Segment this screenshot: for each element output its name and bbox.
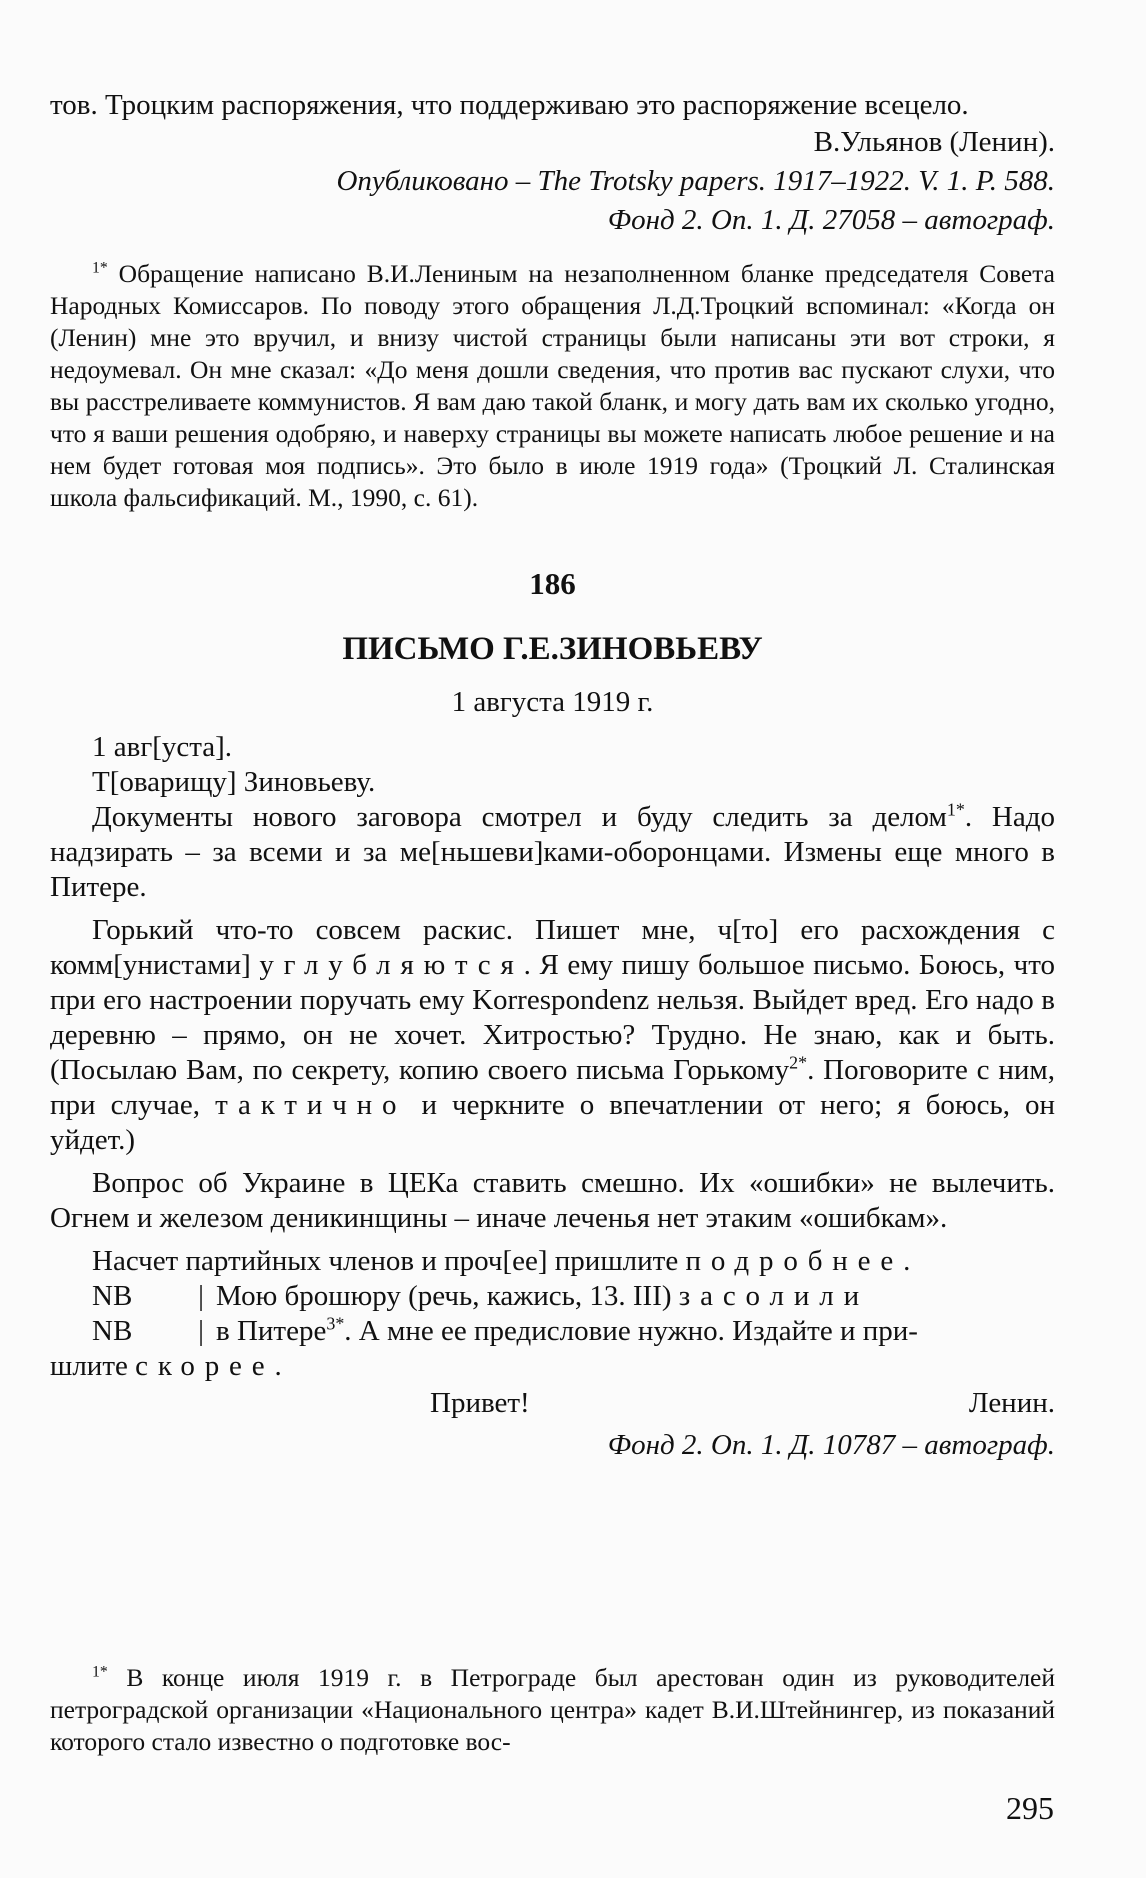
nb2-text-b: . А мне ее предисловие нужно. Издайте и при-: [344, 1315, 918, 1347]
footnote-bottom-text: [50, 1662, 1055, 1758]
nb1-text-a: Мою брошюру (речь, кажись, 13. III): [216, 1280, 672, 1312]
greeting: Привет!: [430, 1387, 530, 1419]
document-number: 186: [529, 566, 576, 601]
p2-spaced-a: углубляются: [259, 949, 524, 981]
fond-note-bottom: Фонд 2. Оп. 1. Д. 10787 – автограф.: [607, 1429, 1055, 1461]
nb-label-1: NB: [92, 1280, 133, 1312]
published-note: Опубликовано – The Trotsky papers. 1917–1922. V. 1. P. 588.: [336, 165, 1055, 197]
p2-text-c: . Поговорите с ним, при случае,: [50, 1054, 1055, 1121]
letter-paragraph-5: [50, 1349, 1055, 1384]
letter-date-line: 1 авг[уста].: [92, 731, 233, 763]
document-heading: [50, 564, 1055, 720]
nb-row-1: [50, 1279, 1055, 1314]
nb-row-2: [50, 1314, 1055, 1349]
p5-text-b: .: [274, 1350, 282, 1382]
p1-text-b: . Надо надзирать – за всеми и за ме[ньшеви]ками-оборонцами. Измены еще много в Питере.: [50, 801, 1055, 903]
letter-paragraph-4: [50, 1244, 1055, 1279]
letter-body: [50, 730, 1055, 1463]
letter-paragraph-2: [50, 913, 1055, 1158]
document-title: ПИСЬМО Г.Е.ЗИНОВЬЕВУ: [342, 631, 763, 667]
signature-top: В.Ульянов (Ленин).: [813, 126, 1055, 158]
p4-spaced: подробнее: [685, 1245, 904, 1277]
nb-bar-1: |: [198, 1280, 204, 1312]
letter-paragraph-1: [50, 800, 1055, 905]
footnote-marker: 1*: [92, 259, 108, 277]
letter-addressee: Т[оварищу] Зиновьеву.: [92, 766, 376, 798]
footnote-ref-3: 3*: [326, 1313, 345, 1334]
nb-bar-2: |: [198, 1315, 204, 1347]
footnote-ref-1: 1*: [946, 799, 965, 820]
signature-lenin: Ленин.: [968, 1387, 1055, 1419]
p5-text-a: шлите: [50, 1350, 128, 1382]
footnote-ref-2: 2*: [789, 1052, 808, 1073]
p2-spaced-b: тактично: [215, 1089, 407, 1121]
p4-text-a: Насчет партийных членов и проч[ее] пришлите: [92, 1245, 679, 1277]
top-block: [50, 88, 1055, 238]
footnote-bottom-marker: 1*: [92, 1663, 108, 1681]
page-number: 295: [1006, 1790, 1054, 1826]
nb-text-1: [216, 1279, 1055, 1314]
footnote-top-text: [50, 258, 1055, 514]
p1-text-a: Документы нового заговора смотрел и буду следить за делом: [92, 801, 947, 833]
greeting-row: [50, 1386, 1055, 1422]
p5-spaced: скорее: [135, 1350, 275, 1382]
footnote-bottom: [50, 1662, 1055, 1758]
p2-text-b: . Я ему пишу большое письмо. Боюсь, что при его настроении поручать ему Korrespondenz нельзя. Выйдет вред. Его надо в деревню – прямо, он не хочет. Хитростью? Трудно. Не знаю, как и быть. (Посылаю Вам, по секрету, копию своего письма Горькому: [50, 949, 1056, 1086]
letter-paragraph-3: Вопрос об Украине в ЦЕКа ставить смешно. Их «ошибки» не вылечить. Огнем и железом деникинщины – иначе леченья нет этаким «ошибкам».: [50, 1167, 1055, 1234]
document-date: 1 августа 1919 г.: [451, 686, 654, 718]
nb1-spaced: засолили: [678, 1280, 869, 1312]
footnote-top: [50, 258, 1055, 514]
nb-label-2: NB: [92, 1315, 133, 1347]
nb2-text-a: в Питере: [216, 1315, 327, 1347]
nb-text-2: [216, 1314, 1055, 1349]
p2-text-a: Горький что-то совсем раскис. Пишет мне, ч[то] его расхождения с комм[унистами]: [50, 914, 1055, 981]
p2-text-d: и черкните о впечатлении от него; я боюсь, он уйдет.): [50, 1089, 1056, 1156]
fond-note-top: Фонд 2. Оп. 1. Д. 27058 – автограф.: [607, 204, 1055, 236]
footnote-top-body: Обращение написано В.И.Лениным на незаполненном бланке председателя Совета Народных Комиссаров. По поводу этого обращения Л.Д.Троцкий вспоминал: «Когда он (Ленин) мне это вручил, и внизу чистой страницы были написаны эти вот строки, я недоумевал. Он мне сказал: «До меня дошли сведения, что против вас пускают слухи, что вы расстреливаете коммунистов. Я вам даю такой бланк, и могу дать вам их сколько угодно, что я ваши решения одобряю, и наверху страницы вы можете написать любое решение и на нем будет готовая моя подпись». Это было в июле 1919 года» (Троцкий Л. Сталинская школа фальсификаций. М., 1990, с. 61).: [50, 259, 1055, 512]
p4-text-b: .: [903, 1245, 911, 1277]
paragraph-end: тов. Троцким распоряжения, что поддерживаю это распоряжение всецело.: [50, 89, 969, 121]
footnote-bottom-body: В конце июля 1919 г. в Петрограде был арестован один из руководителей петроградской организации «Национального центра» кадет В.И.Штейнингер, из показаний которого стало известно о подготовке вос-: [50, 1663, 1056, 1756]
